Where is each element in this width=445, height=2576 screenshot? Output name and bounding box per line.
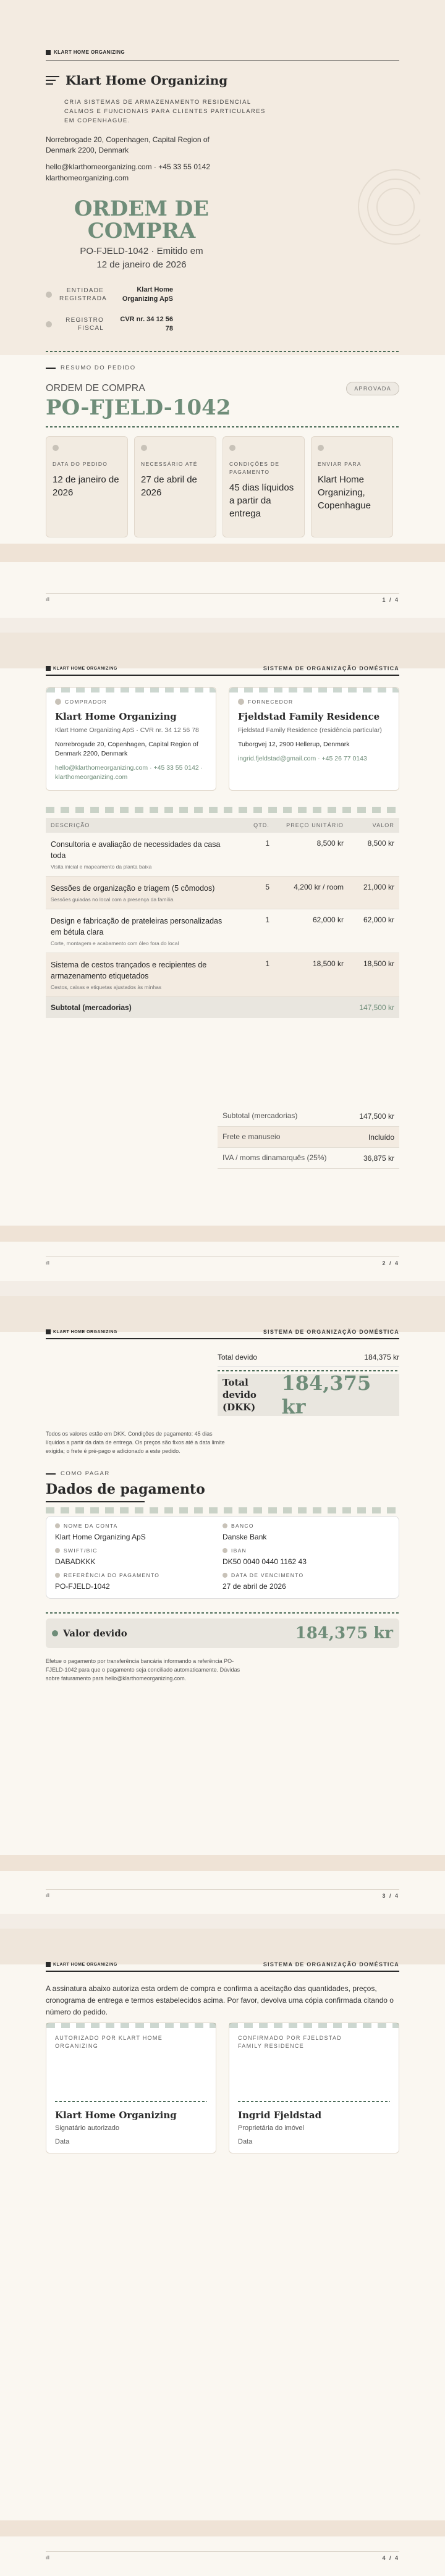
field-dot-icon	[222, 1573, 227, 1578]
payment-title: Dados de pagamento	[46, 1481, 205, 1497]
summary-card-value: 12 de janeiro de 2026	[53, 474, 119, 498]
footer: ıll 2 / 4	[46, 1256, 399, 1269]
item-unit-price: 8,500 kr	[316, 839, 344, 848]
payment-field	[222, 1547, 390, 1566]
brand-name: KLART HOME ORGANIZING	[54, 49, 125, 55]
concentric-circles-decoration	[328, 161, 420, 253]
page-header: KLART HOME ORGANIZING SISTEMA DE ORGANIZAÇÃO DOMÉSTICA	[46, 662, 399, 676]
page-header: KLART HOME ORGANIZING SISTEMA DE ORGANIZAÇÃO DOMÉSTICA	[46, 1958, 399, 1972]
payment-field	[222, 1572, 390, 1591]
field-dot-icon	[222, 1548, 227, 1553]
item-value: 62,000 kr	[363, 915, 394, 924]
page-number: 3 / 4	[382, 1892, 399, 1899]
payment-field-label: SWIFT/BIC	[64, 1547, 98, 1554]
footer: ıll 3 / 4	[46, 1889, 399, 1901]
signatory-name: Klart Home Organizing	[55, 2110, 177, 2121]
table-row	[46, 909, 399, 953]
totals-row	[218, 1106, 399, 1127]
table-row	[46, 953, 399, 997]
item-qty: 1	[265, 915, 269, 924]
payment-field-label: IBAN	[231, 1547, 247, 1554]
payment-field-value: PO-FJELD-1042	[55, 1582, 110, 1591]
item-description: Sistema de cestos trançados e recipientes de armazenamento etiquetados	[51, 961, 207, 980]
title-reference: PO-FJELD-1042 · Emitido em	[80, 246, 203, 256]
page-1	[0, 0, 445, 618]
signatory-name: Ingrid Fjeldstad	[238, 2110, 322, 2121]
totals-label: Subtotal (mercadorias)	[222, 1111, 298, 1120]
payment-field-value: DABADKKK	[55, 1557, 96, 1566]
tax-value: CVR nr. 34 12 56	[120, 316, 173, 323]
field-dot-icon	[222, 1523, 227, 1528]
field-dot-icon	[55, 1548, 60, 1553]
summary-card-value: 27 de abril de 2026	[141, 474, 197, 498]
field-dot-icon	[55, 1523, 60, 1528]
payment-kicker: COMO PAGAR	[46, 1470, 110, 1477]
signature-line	[55, 2101, 207, 2102]
entity-value: Klart Home	[137, 286, 173, 293]
payment-field	[55, 1547, 222, 1566]
value-due: 184,375 kr	[295, 1624, 393, 1643]
footer: ıll 4 / 4	[46, 2551, 399, 2564]
summary-card-value: 45 dias líquidos a partir da entrega	[229, 482, 294, 519]
title-line-1: ORDEM DE	[74, 196, 210, 221]
summary-card-label: CONDIÇÕES DE PAGAMENTO	[229, 461, 280, 475]
subtotal-label: Subtotal (mercadorias)	[51, 1003, 132, 1012]
totals-row	[218, 1127, 399, 1148]
page-2	[0, 633, 445, 1281]
value-due-icon	[52, 1630, 58, 1636]
totals-label: Frete e manuseio	[222, 1132, 281, 1141]
page-number: 4 / 4	[382, 2554, 399, 2561]
item-unit-price: 4,200 kr / room	[294, 883, 344, 891]
summary-card	[222, 436, 305, 537]
footer-signal-icon: ıll	[46, 597, 49, 602]
issue-date: 12 de janeiro de 2026	[96, 259, 187, 270]
signature-line	[238, 2101, 390, 2102]
totals-label: IVA / moms dinamarquês (25%)	[222, 1153, 327, 1162]
buyer-card: COMPRADOR Klart Home Organizing Klart Home Organizing ApS · CVR nr. 34 12 56 78 Norrebrogade 20, Copenhagen, Capital Region of Denmark 2200, Denmark hello@klarthomeorganizing.com · +45 33 55 0142 · klarthomeorganizing.com	[46, 687, 216, 791]
payment-note: Efetue o pagamento por transferência bancária informando a referência PO-FJELD-1042 para que o pagamento seja conciliado automaticamente. Dúvidas sobre faturamento para hello@klarthomeorganizing.com.	[46, 1658, 240, 1682]
payment-field	[55, 1572, 222, 1591]
table-row	[46, 877, 399, 909]
logo-icon	[46, 1329, 51, 1334]
order-number: PO-FJELD-1042	[46, 395, 231, 420]
payment-field-value: DK50 0040 0440 1162 43	[222, 1557, 307, 1566]
logo-icon	[46, 1962, 51, 1967]
currency-note: Todos os valores estão em DKK. Condições de pagamento: 45 dias líquidos a partir da data de entrega. Os preços são fixos até a data limite exigida; o frete é pré-pago e adicionado a este pedido.	[46, 1431, 225, 1454]
item-note: Visita inicial e mapeamento da planta baixa	[51, 864, 152, 870]
company-name: Klart Home Organizing	[66, 73, 228, 88]
item-note: Corte, montagem e acabamento com óleo fora do local	[51, 940, 179, 946]
totals-value: Incluído	[368, 1132, 394, 1142]
company-address: Norrebrogade 20, Copenhagen, Capital Region of Denmark 2200, Denmark	[46, 135, 210, 154]
item-qty: 1	[265, 959, 269, 968]
menu-lines-icon	[46, 75, 61, 85]
signature-date: Data	[55, 2138, 70, 2145]
grand-total: Total devido (DKK) 184,375 kr	[218, 1374, 399, 1416]
item-value: 8,500 kr	[367, 839, 394, 848]
page-3	[0, 1296, 445, 1914]
page-header: KLART HOME ORGANIZING SISTEMA DE ORGANIZAÇÃO DOMÉSTICA	[46, 1326, 399, 1339]
page-number: 1 / 4	[382, 596, 399, 603]
logo-icon	[46, 666, 51, 671]
payment-field-label: DATA DE VENCIMENTO	[231, 1572, 304, 1578]
payment-stripe	[46, 1507, 399, 1513]
summary-card-label: DATA DO PEDIDO	[53, 461, 108, 467]
summary-card	[134, 436, 216, 537]
line-items-table: DESCRIÇÃO QTD. PREÇO UNITÁRIO VALOR Consultoria e avaliação de necessidades da casa toda Visita inicial e mapeamento da planta baixa 1 8,500 kr 8,500 kr Sessões de organização e triagem (5 cômodos) Sessões guiadas no local com a presença da família 5 4,200 kr / room 21,000 kr Design e fabricação de prateleiras personalizadas em bétula clara Corte, montagem e acabamento com óleo fora do local 1 62,000 kr 62,000 kr Sistema de cestos trançados e recipientes de armazenamento etiquetados Cestos, caixas e etiquetas ajustados às minhas 1 18,500 kr 18,500 kr Subtotal (mercadorias) 147,500 kr	[46, 818, 399, 1018]
company-contact: hello@klarthomeorganizing.com · +45 33 55 0142	[46, 162, 211, 171]
card-dot-icon	[229, 445, 235, 451]
payment-field-value: Klart Home Organizing ApS	[55, 1533, 146, 1541]
logo-icon	[46, 50, 51, 55]
summary-card-label: NECESSÁRIO ATÉ	[141, 461, 198, 467]
payment-field-value: Danske Bank	[222, 1533, 267, 1541]
item-description: Design e fabricação de prateleiras personalizadas em bétula clara	[51, 917, 222, 937]
tax-dot-icon	[46, 321, 52, 327]
entity-block: ENTIDADE REGISTRADA Klart Home Organizing ApS REGISTRO FISCAL CVR nr. 34 12 56 78	[46, 285, 188, 334]
document-title	[46, 198, 237, 272]
page-number: 2 / 4	[382, 1260, 399, 1266]
payment-field	[222, 1523, 390, 1541]
item-description: Sessões de organização e triagem (5 cômodos)	[51, 884, 215, 893]
item-value: 18,500 kr	[363, 959, 394, 968]
signature-intro: A assinatura abaixo autoriza esta ordem de compra e confirma a aceitação das quantidades, preços, cronograma de entrega e termos estabelecidos acima. Por favor, devolva uma cópia confirmada citando o número do pedido.	[46, 1984, 394, 2016]
totals-value: 36,875 kr	[363, 1153, 394, 1163]
section-divider	[46, 351, 399, 352]
signature-date: Data	[238, 2138, 253, 2145]
company-header	[46, 73, 227, 88]
item-qty: 5	[265, 883, 269, 891]
buyer-icon	[55, 699, 61, 705]
card-dot-icon	[141, 445, 147, 451]
field-dot-icon	[55, 1573, 60, 1578]
item-qty: 1	[265, 839, 269, 848]
company-website: klarthomeorganizing.com	[46, 174, 129, 182]
item-note: Sessões guiadas no local com a presença da família	[51, 896, 174, 903]
item-unit-price: 62,000 kr	[312, 915, 344, 924]
totals-row	[218, 1148, 399, 1169]
signature-left-card: AUTORIZADO POR KLART HOME ORGANIZING Klart Home Organizing Signatário autorizado Data	[46, 2022, 216, 2153]
summary-card	[311, 436, 393, 537]
system-label: SISTEMA DE ORGANIZAÇÃO DOMÉSTICA	[263, 665, 399, 671]
item-unit-price: 18,500 kr	[312, 959, 344, 968]
card-dot-icon	[318, 445, 324, 451]
card-dot-icon	[53, 445, 59, 451]
page-4	[0, 1929, 445, 2576]
table-row	[46, 833, 399, 877]
title-line-2: COMPRA	[87, 219, 196, 243]
payment-field-label: NOME DA CONTA	[64, 1523, 118, 1529]
item-description: Consultoria e avaliação de necessidades da casa toda	[51, 840, 221, 860]
grand-total-value: 184,375 kr	[281, 1371, 371, 1418]
table-stripe	[46, 807, 399, 813]
buyer-name: Klart Home Organizing	[55, 711, 177, 722]
totals-block	[218, 1106, 399, 1169]
summary-divider	[46, 426, 399, 427]
footer	[46, 593, 399, 605]
supplier-icon	[238, 699, 244, 705]
payment-divider	[46, 1612, 399, 1614]
item-value: 21,000 kr	[363, 883, 394, 891]
bottom-band	[0, 544, 445, 562]
order-label: ORDEM DE COMPRA	[46, 383, 145, 394]
summary-section-label: RESUMO DO PEDIDO	[46, 364, 136, 371]
entity-dot-icon	[46, 292, 52, 298]
summary-card-label: ENVIAR PARA	[318, 461, 362, 467]
payment-field-label: BANCO	[231, 1523, 254, 1529]
payment-details-card	[46, 1516, 399, 1599]
supplier-card: FORNECEDOR Fjeldstad Family Residence Fjeldstad Family Residence (residência particular) Tuborgvej 12, 2900 Hellerup, Denmark ingrid.fjeldstad@gmail.com · +45 26 77 0143	[229, 687, 399, 791]
payment-field-label: REFERÊNCIA DO PAGAMENTO	[64, 1572, 160, 1578]
item-note: Cestos, caixas e etiquetas ajustados às minhas	[51, 984, 162, 990]
payment-field-value: 27 de abril de 2026	[222, 1582, 286, 1591]
supplier-name: Fjeldstad Family Residence	[238, 711, 380, 722]
status-badge: APROVADA	[346, 382, 399, 395]
payment-field	[55, 1523, 222, 1541]
signature-right-card: CONFIRMADO POR FJELDSTAD FAMILY RESIDENCE Ingrid Fjeldstad Proprietária do imóvel Data	[229, 2022, 399, 2153]
value-due-box: Valor devido 184,375 kr	[46, 1618, 399, 1648]
subtotal-value: 147,500 kr	[359, 1003, 394, 1012]
company-tagline: CRIA SISTEMAS DE ARMAZENAMENTO RESIDENCIAL CALMOS E FUNCIONAIS PARA CLIENTES PARTICULARES EM COPENHAGUE.	[64, 99, 266, 124]
brand-mark	[46, 49, 125, 55]
totals-value: 147,500 kr	[359, 1111, 394, 1121]
summary-card-value: Klart Home Organizing, Copenhague	[318, 474, 371, 511]
summary-card	[46, 436, 128, 537]
total-due-row: Total devido 184,375 kr	[218, 1348, 399, 1367]
